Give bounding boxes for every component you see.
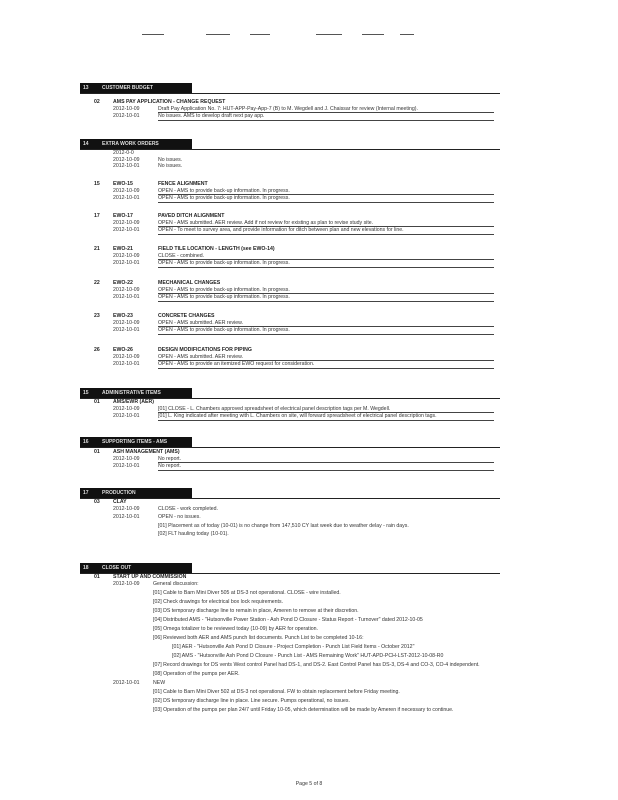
section-rule: [80, 93, 500, 94]
entry-text: [01] L. King indicated after meeting with L. Chambers on site, will forward spreadsheet of electrical panel description tags.: [158, 413, 494, 421]
note-line: [05] Omega totalizer to be reviewed today (10-09) by AER for operation.: [153, 626, 318, 632]
section-header: [80, 563, 192, 573]
note-subline: [01] AER - "Hutsonville Ash Pond D Closure - Project Completion - Punch List Field Items - October 2012": [172, 644, 415, 650]
entry-date: 2012-10-01: [113, 294, 140, 300]
entry-date: 2012-10-09: [113, 187, 140, 194]
entry-date: 2012-0-0: [113, 150, 134, 156]
note-line: [08] Operation of the pumps per AER.: [153, 671, 240, 677]
note-line: [06] Reviewed both AER and AMS punch list documents. Punch List to be completed 10-16:: [153, 635, 364, 641]
item-code: EWO-26: [113, 347, 133, 353]
entry-date: 2012-10-01: [113, 113, 140, 119]
section-number: 14: [83, 140, 89, 147]
section-administrative: [80, 388, 500, 399]
entry-date: 2012-10-01: [113, 514, 140, 520]
note-subline: [02] AMS - "Hutsonville Ash Pond D Closure - Punch List - AMS Remaining Work" HUT-APD-PCH-LST-2012-10-08-R0: [172, 653, 444, 659]
section-number: 17: [83, 489, 89, 496]
ewo-item: [94, 181, 494, 203]
entry: [113, 463, 494, 471]
entry-date: 2012-10-09: [113, 156, 140, 163]
header-rule: [362, 34, 384, 35]
entry-text: OPEN - AMS to provide back-up information. In progress.: [158, 195, 494, 203]
note-line: NEW: [153, 680, 166, 686]
entry-date: 2012-10-09: [113, 581, 140, 587]
section-title: SUPPORTING ITEMS - AMS: [102, 438, 168, 445]
entry-text: No report.: [158, 456, 494, 464]
section-number: 13: [83, 84, 89, 91]
section-number: 18: [83, 564, 89, 571]
section-header: [80, 139, 192, 149]
entry-text: [01] Placement as of today (10-01) is no change from 147,510 CY last week due to weather delay - rain days.: [158, 522, 409, 529]
entry-date: 2012-10-01: [113, 163, 140, 169]
entry-text: CLOSE - work completed.: [158, 505, 218, 512]
entry-date: 2012-10-01: [113, 463, 140, 469]
entry-date: 2012-10-01: [113, 260, 140, 266]
entry-date: 2012-10-09: [113, 353, 140, 360]
note-line: [02] DS temporary discharge line in place. Line secure. Pumps operational, no issues.: [153, 698, 350, 704]
item-code: EWO-21: [113, 246, 133, 252]
entry: [113, 220, 494, 228]
section-title: CLOSE OUT: [102, 564, 132, 571]
item-title: PAVED DITCH ALIGNMENT: [158, 213, 225, 219]
header-rule: [206, 34, 230, 35]
note-line: General discussion:: [153, 581, 199, 587]
item-number: 01: [94, 574, 100, 580]
entry-text: Draft Pay Application No. 7: HUT-APP-Pay-App-7 (B) to M. Wegdell and J. Chaissar for review (Internal meeting).: [158, 106, 494, 114]
entry: [113, 506, 494, 513]
ewo-item: [94, 313, 494, 335]
entry-date: 2012-10-01: [113, 227, 140, 233]
entry-date: 2012-10-09: [113, 405, 140, 412]
ewo-intro: [94, 150, 494, 170]
note-line: [07] Record drawings for DS vents West control Panel had DS-1, and DS-2. East Control Panel has DS-3, DS-4 and CO-3, CO-4 independent.: [153, 662, 480, 668]
entry: [113, 260, 494, 268]
entry-date: 2012-10-01: [113, 413, 140, 419]
note-line: [03] DS temporary discharge line to remain in place, Ameren to remove at their discretion.: [153, 608, 359, 614]
section-title: ADMINISTRATIVE ITEMS: [102, 389, 161, 396]
header-rule: [142, 34, 164, 35]
entry-date: 2012-10-09: [113, 455, 140, 462]
note-line: [02] Check drawings for electrical box lock requirements.: [153, 599, 284, 605]
entry: [113, 327, 494, 335]
entry: [113, 195, 494, 203]
entry: [113, 413, 494, 421]
section-extra-work-orders: [80, 139, 500, 150]
entry-date: 2012-10-09: [113, 319, 140, 326]
item-code: EWO-22: [113, 280, 133, 286]
closeout-item: [94, 574, 494, 581]
section-customer-budget: [80, 83, 500, 94]
entry-date: 2012-10-09: [113, 219, 140, 226]
entry-text: No issues.: [158, 156, 183, 163]
entry-date: 2012-10-09: [113, 286, 140, 293]
entry: [113, 361, 494, 369]
section-production: [80, 488, 500, 499]
entry: [113, 113, 494, 121]
note-line: [01] Cable to Barn Mini Diver 505 at DS-3 not operational. CLOSE - wire installed.: [153, 590, 341, 596]
entry: [113, 106, 494, 114]
entry-text: OPEN - AMS to provide back-up information. In progress.: [158, 287, 494, 295]
item-title: DESIGN MODIFICATIONS FOR PIPING: [158, 347, 252, 353]
item-number: 22: [94, 280, 100, 286]
entry: [113, 531, 494, 538]
entry-date: 2012-10-01: [113, 680, 140, 686]
item-title: FIELD TILE LOCATION - LENGTH (see EWO-14): [158, 246, 275, 252]
entry-date: 2012-10-01: [113, 195, 140, 201]
section-header: [80, 83, 192, 93]
section-title: CUSTOMER BUDGET: [102, 84, 154, 91]
section-header: [80, 388, 192, 398]
entry-date: 2012-10-01: [113, 327, 140, 333]
entry-text: [01] CLOSE - L. Chambers approved spreadsheet of electrical panel description tags per M. Wegdell.: [158, 406, 494, 414]
header-rule: [316, 34, 342, 35]
item-number: 02: [94, 99, 100, 105]
supporting-item: [94, 449, 494, 471]
entry-date: [113, 531, 158, 538]
entry-date: 2012-10-09: [113, 105, 140, 112]
note-line: [03] Operation of the pumps per plan 24/7 until Friday 10-05, which determination will be made by Ameren if necessary to continue.: [153, 707, 454, 713]
item-title: FENCE ALIGNMENT: [158, 181, 208, 187]
section-number: 16: [83, 438, 89, 445]
item-title: MECHANICAL CHANGES: [158, 280, 221, 286]
entry: [113, 294, 494, 302]
entry: [113, 163, 494, 170]
entry-date: 2012-10-01: [113, 361, 140, 367]
section-rule: [80, 447, 500, 448]
item-code: EWO-15: [113, 181, 133, 187]
item-number: 23: [94, 313, 100, 319]
note-line: [04] Distributed AMS - "Hutsonville Power Station - Ash Pond D Closure - Status Report - Turnover" dated 2012-10-05: [153, 617, 423, 623]
item-number: 01: [94, 449, 100, 455]
note-line: [01] Cable to Barn Mini Diver 502 at DS-3 not operational. FW to obtain replacement before Friday meeting.: [153, 689, 400, 695]
entry: [113, 287, 494, 295]
item-title: CLAY: [113, 499, 127, 505]
ewo-item: [94, 347, 494, 369]
item-number: 26: [94, 347, 100, 353]
section-number: 15: [83, 389, 89, 396]
entry: [113, 456, 494, 464]
entry: [113, 406, 494, 414]
entry: [113, 188, 494, 196]
entry-text: OPEN - AMS submitted. AER review.: [158, 354, 494, 362]
item-number: 21: [94, 246, 100, 252]
item-number: 17: [94, 213, 100, 219]
section-header: [80, 488, 192, 498]
entry: [113, 227, 494, 235]
item-title: AMS PAY APPLICATION - CHANGE REQUEST: [113, 99, 226, 105]
item-title: AMS/EWR (AER): [113, 399, 154, 405]
entry: [113, 523, 494, 530]
item-title: CONCRETE CHANGES: [158, 313, 215, 319]
ewo-item: [94, 213, 494, 235]
header-rule: [400, 34, 414, 35]
item-number: 03: [94, 499, 100, 505]
item-number: 01: [94, 399, 100, 405]
item-code: EWO-17: [113, 213, 133, 219]
entry-text: OPEN - AMS to provide back-up information. In progress.: [158, 260, 494, 268]
entry-text: CLOSE - combined.: [158, 253, 494, 261]
section-title: EXTRA WORK ORDERS: [102, 140, 159, 147]
entry-text: OPEN - AMS submitted. AER review.: [158, 320, 494, 328]
page-number: Page 5 of 8: [295, 781, 323, 787]
ewo-item: [94, 246, 494, 268]
ewo-item: [94, 280, 494, 302]
item-code: EWO-23: [113, 313, 133, 319]
entry-text: No report.: [158, 463, 494, 471]
entry-text: OPEN - AMS to provide back-up information. In progress.: [158, 188, 494, 196]
entry: [113, 514, 494, 521]
budget-item: [94, 99, 494, 121]
production-item: [94, 499, 494, 538]
header-rule: [250, 34, 270, 35]
section-title: PRODUCTION: [102, 489, 136, 496]
section-supporting: [80, 437, 500, 448]
entry-text: OPEN - To meet to survey area, and provide information for ditch between plan and new elevations for line.: [158, 227, 494, 235]
entry: [113, 354, 494, 362]
entry: [113, 320, 494, 328]
entry-text: OPEN - AMS to provide back-up information. In progress.: [158, 294, 494, 302]
entry-text: [02] FLT hauling today (10-01).: [158, 531, 229, 537]
section-close-out: [80, 563, 500, 574]
item-title: START UP AND COMMISSION: [113, 574, 187, 580]
item-number: 15: [94, 181, 100, 187]
entry-text: No issues.: [158, 163, 183, 169]
entry-text: OPEN - AMS submitted. AER review. Add if not review for existing as plan to revise study site.: [158, 220, 494, 228]
entry-text: OPEN - AMS to provide an itemized EWO request for consideration.: [158, 361, 494, 369]
entry-text: OPEN - AMS to provide back-up information. In progress.: [158, 327, 494, 335]
admin-item: [94, 399, 494, 421]
entry-text: OPEN - no issues.: [158, 514, 201, 520]
entry: [113, 253, 494, 261]
item-title: ASH MANAGEMENT (AMS): [113, 449, 180, 455]
entry-text: No issues. AMS to develop draft next pay app.: [158, 113, 494, 121]
section-header: [80, 437, 192, 447]
entry-date: 2012-10-09: [113, 252, 140, 259]
entry-date: 2012-10-09: [113, 505, 140, 512]
entry-date: [113, 523, 158, 530]
